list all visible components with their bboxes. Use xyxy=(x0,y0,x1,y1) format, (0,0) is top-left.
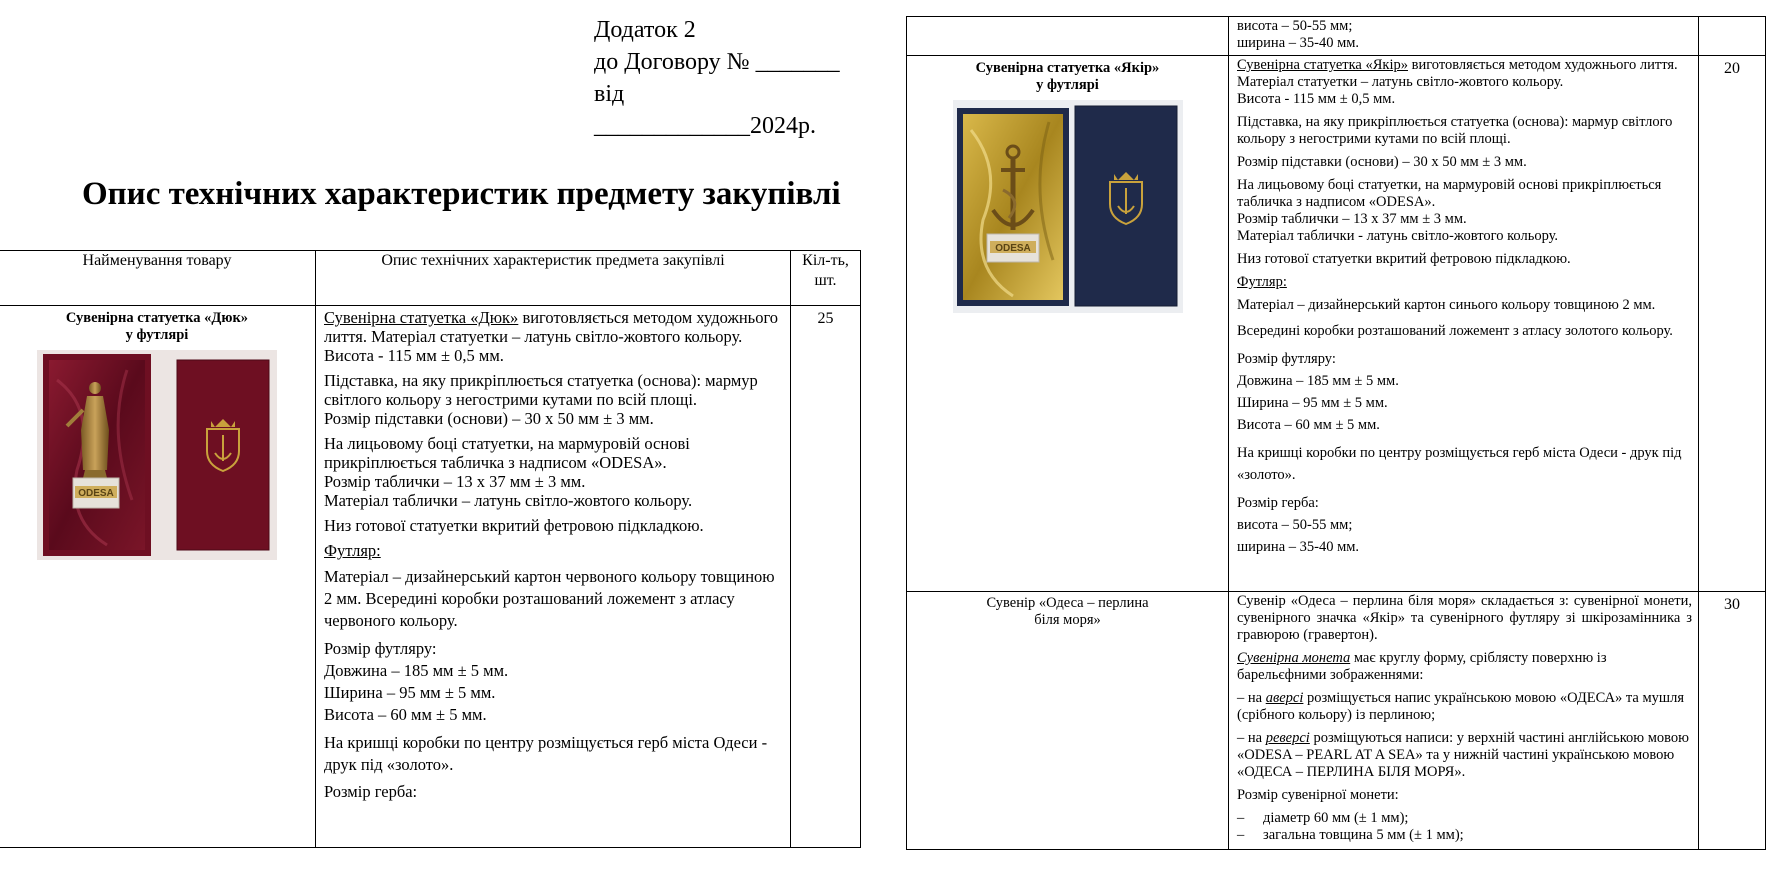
anchor-plaque-text: ODESA xyxy=(994,243,1031,254)
table-header-row xyxy=(0,251,861,306)
spec-table-left xyxy=(0,250,861,848)
annex-block xyxy=(594,14,840,142)
annex-line-1: Додаток 2 xyxy=(594,17,696,43)
duke-desc-8: Низ готової статуетки вкритий фетровою підкладкою. xyxy=(324,516,704,535)
page-left xyxy=(0,0,880,872)
duke-desc-16: Розмір герба: xyxy=(324,782,418,801)
document-title: Опис технічних характеристик предмету закупівлі xyxy=(82,176,841,212)
duke-desc-3: Підставка, на яку прикріплюється статуетка (основа): мармур світлого кольору з негострими кутами по всій площі. Розмір підставки (основи) – 30 х 50 мм ± 3 мм. xyxy=(324,371,758,428)
annex-line-2: до Договору № _______ xyxy=(594,49,840,75)
cell-description-anchor xyxy=(1229,56,1699,592)
cell-quantity-duke: 25 xyxy=(791,306,861,848)
anchor-desc-5: На лицьовому боці статуетки, на мармуровій основі прикріплюється табличка з надписом «ODESA». Розмір таблички – 13 х 37 мм ± 3 мм. Матеріал таблички - латунь світло-жовтого кольору. xyxy=(1237,177,1662,244)
annex-line-4: _____________2024р. xyxy=(594,113,816,139)
pearl-list-item-2: – загальна товщина 5 мм (± 1 мм); xyxy=(1237,827,1464,843)
anchor-case-heading: Футляр: xyxy=(1237,274,1287,290)
item-name-duke-line1: Сувенірна статуетка «Дюк» xyxy=(65,310,249,326)
anchor-desc-10: Матеріал – дизайнерський картон синього кольору товщиною 2 мм. xyxy=(1237,297,1656,313)
duke-desc-1: Сувенірна статуетка «Дюк» виготовляється методом художнього лиття. Матеріал статуетки – латунь світло-жовтого кольору. Висота - 115 мм ± 0,5 мм. xyxy=(324,308,779,365)
header-quantity xyxy=(791,251,861,306)
anchor-desc-16: На кришці коробки по центру розміщується герб міста Одеси - друк під «золото». xyxy=(1237,445,1682,483)
page-gutter xyxy=(880,0,898,872)
cell-quantity-continued xyxy=(1699,17,1766,56)
anchor-case-size: Розмір футляру: Довжина – 185 мм ± 5 мм. Ширина – 95 мм ± 5 мм. Висота – 60 мм ± 5 мм. xyxy=(1237,351,1399,433)
pearl-desc-5: Розмір сувенірної монети: xyxy=(1237,787,1399,803)
header-description: Опис технічних характеристик предмета закупівлі xyxy=(316,251,791,306)
header-name: Найменування товару xyxy=(0,251,316,306)
duke-figurine-photo xyxy=(37,350,277,560)
pearl-list-item-1: – діаметр 60 мм (± 1 мм); xyxy=(1237,810,1409,826)
item-name-pearl-line1: Сувенір «Одеса – перлина xyxy=(986,595,1149,611)
duke-desc-5: На лицьовому боці статуетки, на мармуровій основі прикріплюється табличка з надписом «ODESA». Розмір таблички – 13 х 37 мм ± 3 мм. Матеріал таблички – латунь світло-жовтого кольору. xyxy=(324,434,693,510)
table-row-pearl xyxy=(907,592,1766,850)
cell-description-continued xyxy=(1229,17,1699,56)
cell-name-continued xyxy=(907,17,1229,56)
anchor-desc-1: Сувенірна статуетка «Якір» виготовляється методом художнього лиття. Матеріал статуетки – латунь світло-жовтого кольору. Висота - 115 мм ± 0,5 мм. xyxy=(1237,57,1678,107)
table-row-anchor xyxy=(907,56,1766,592)
duke-desc-15: На кришці коробки по центру розміщується герб міста Одеси - друк під «золото». xyxy=(324,733,768,774)
duke-case-heading: Футляр: xyxy=(324,541,381,560)
cell-quantity-anchor: 20 xyxy=(1699,56,1766,592)
item-name-pearl-line2: біля моря» xyxy=(1034,612,1101,628)
annex-line-3: від xyxy=(594,81,625,107)
duke-photo-graphic xyxy=(37,350,277,560)
header-quantity-line1: Кіл-ть, xyxy=(802,252,849,269)
item-name-anchor-line1: Сувенірна статуетка «Якір» xyxy=(975,60,1160,76)
anchor-figurine-photo xyxy=(953,100,1183,313)
pearl-desc-3: – на аверсі розміщується напис українською мовою «ОДЕСА» та мушля (срібного кольору) із перлиною; xyxy=(1237,690,1684,723)
anchor-desc-8: Низ готової статуетки вкритий фетровою підкладкою. xyxy=(1237,251,1571,267)
anchor-desc-4: Розмір підставки (основи) – 30 х 50 мм ± 3 мм. xyxy=(1237,154,1527,170)
cell-description-pearl xyxy=(1229,592,1699,850)
anchor-desc-3: Підставка, на яку прикріплюється статуетка (основа): мармур світлого кольору з негострими кутами по всій площі. xyxy=(1237,114,1673,147)
spec-table-right xyxy=(906,16,1766,850)
table-row-continued xyxy=(907,17,1766,56)
pearl-desc-2: Сувенірна монета має круглу форму, сріблясту поверхню із барельєфними зображеннями: xyxy=(1237,650,1607,683)
cont-line-1: висота – 50-55 мм; xyxy=(1237,18,1353,34)
pearl-desc-1: Сувенір «Одеса – перлина біля моря» складається з: сувенірної монети, сувенірного значка «Якір» та сувенірного футляру зі шкірозамінника з гравюрою (гравертон). xyxy=(1237,593,1692,643)
anchor-photo-graphic xyxy=(953,100,1183,313)
cell-name-anchor xyxy=(907,56,1229,592)
item-name-duke-line2: у футлярі xyxy=(125,327,189,343)
anchor-desc-11: Всередині коробки розташований ложемент з атласу золотого кольору. xyxy=(1237,323,1673,339)
duke-case-size: Розмір футляру: Довжина – 185 мм ± 5 мм. Ширина – 95 мм ± 5 мм. Висота – 60 мм ± 5 мм. xyxy=(324,639,509,724)
cont-line-2: ширина – 35-40 мм. xyxy=(1237,35,1360,51)
cell-name-duke xyxy=(0,306,316,848)
table-row-duke xyxy=(0,306,861,848)
anchor-emblem-size: Розмір герба: висота – 50-55 мм; ширина – 35-40 мм. xyxy=(1237,495,1360,555)
duke-plaque-text: ODESA xyxy=(78,488,114,499)
pearl-desc-4: – на реверсі розміщуються написи: у верхній частині англійською мовою «ODESA – PEARL AT A SEA» та у нижній частині українською мовою «ОДЕСА – ПЕРЛИНА БІЛЯ МОРЯ». xyxy=(1237,730,1689,780)
page-right xyxy=(898,0,1768,872)
cell-name-pearl xyxy=(907,592,1229,850)
item-name-anchor-line2: у футлярі xyxy=(1036,77,1099,93)
cell-quantity-pearl: 30 xyxy=(1699,592,1766,850)
duke-desc-10: Матеріал – дизайнерський картон червоного кольору товщиною 2 мм. Всередині коробки розташований ложемент з атласу червоного кольору. xyxy=(324,567,775,630)
header-quantity-line2: шт. xyxy=(814,272,837,289)
cell-description-duke xyxy=(316,306,791,848)
